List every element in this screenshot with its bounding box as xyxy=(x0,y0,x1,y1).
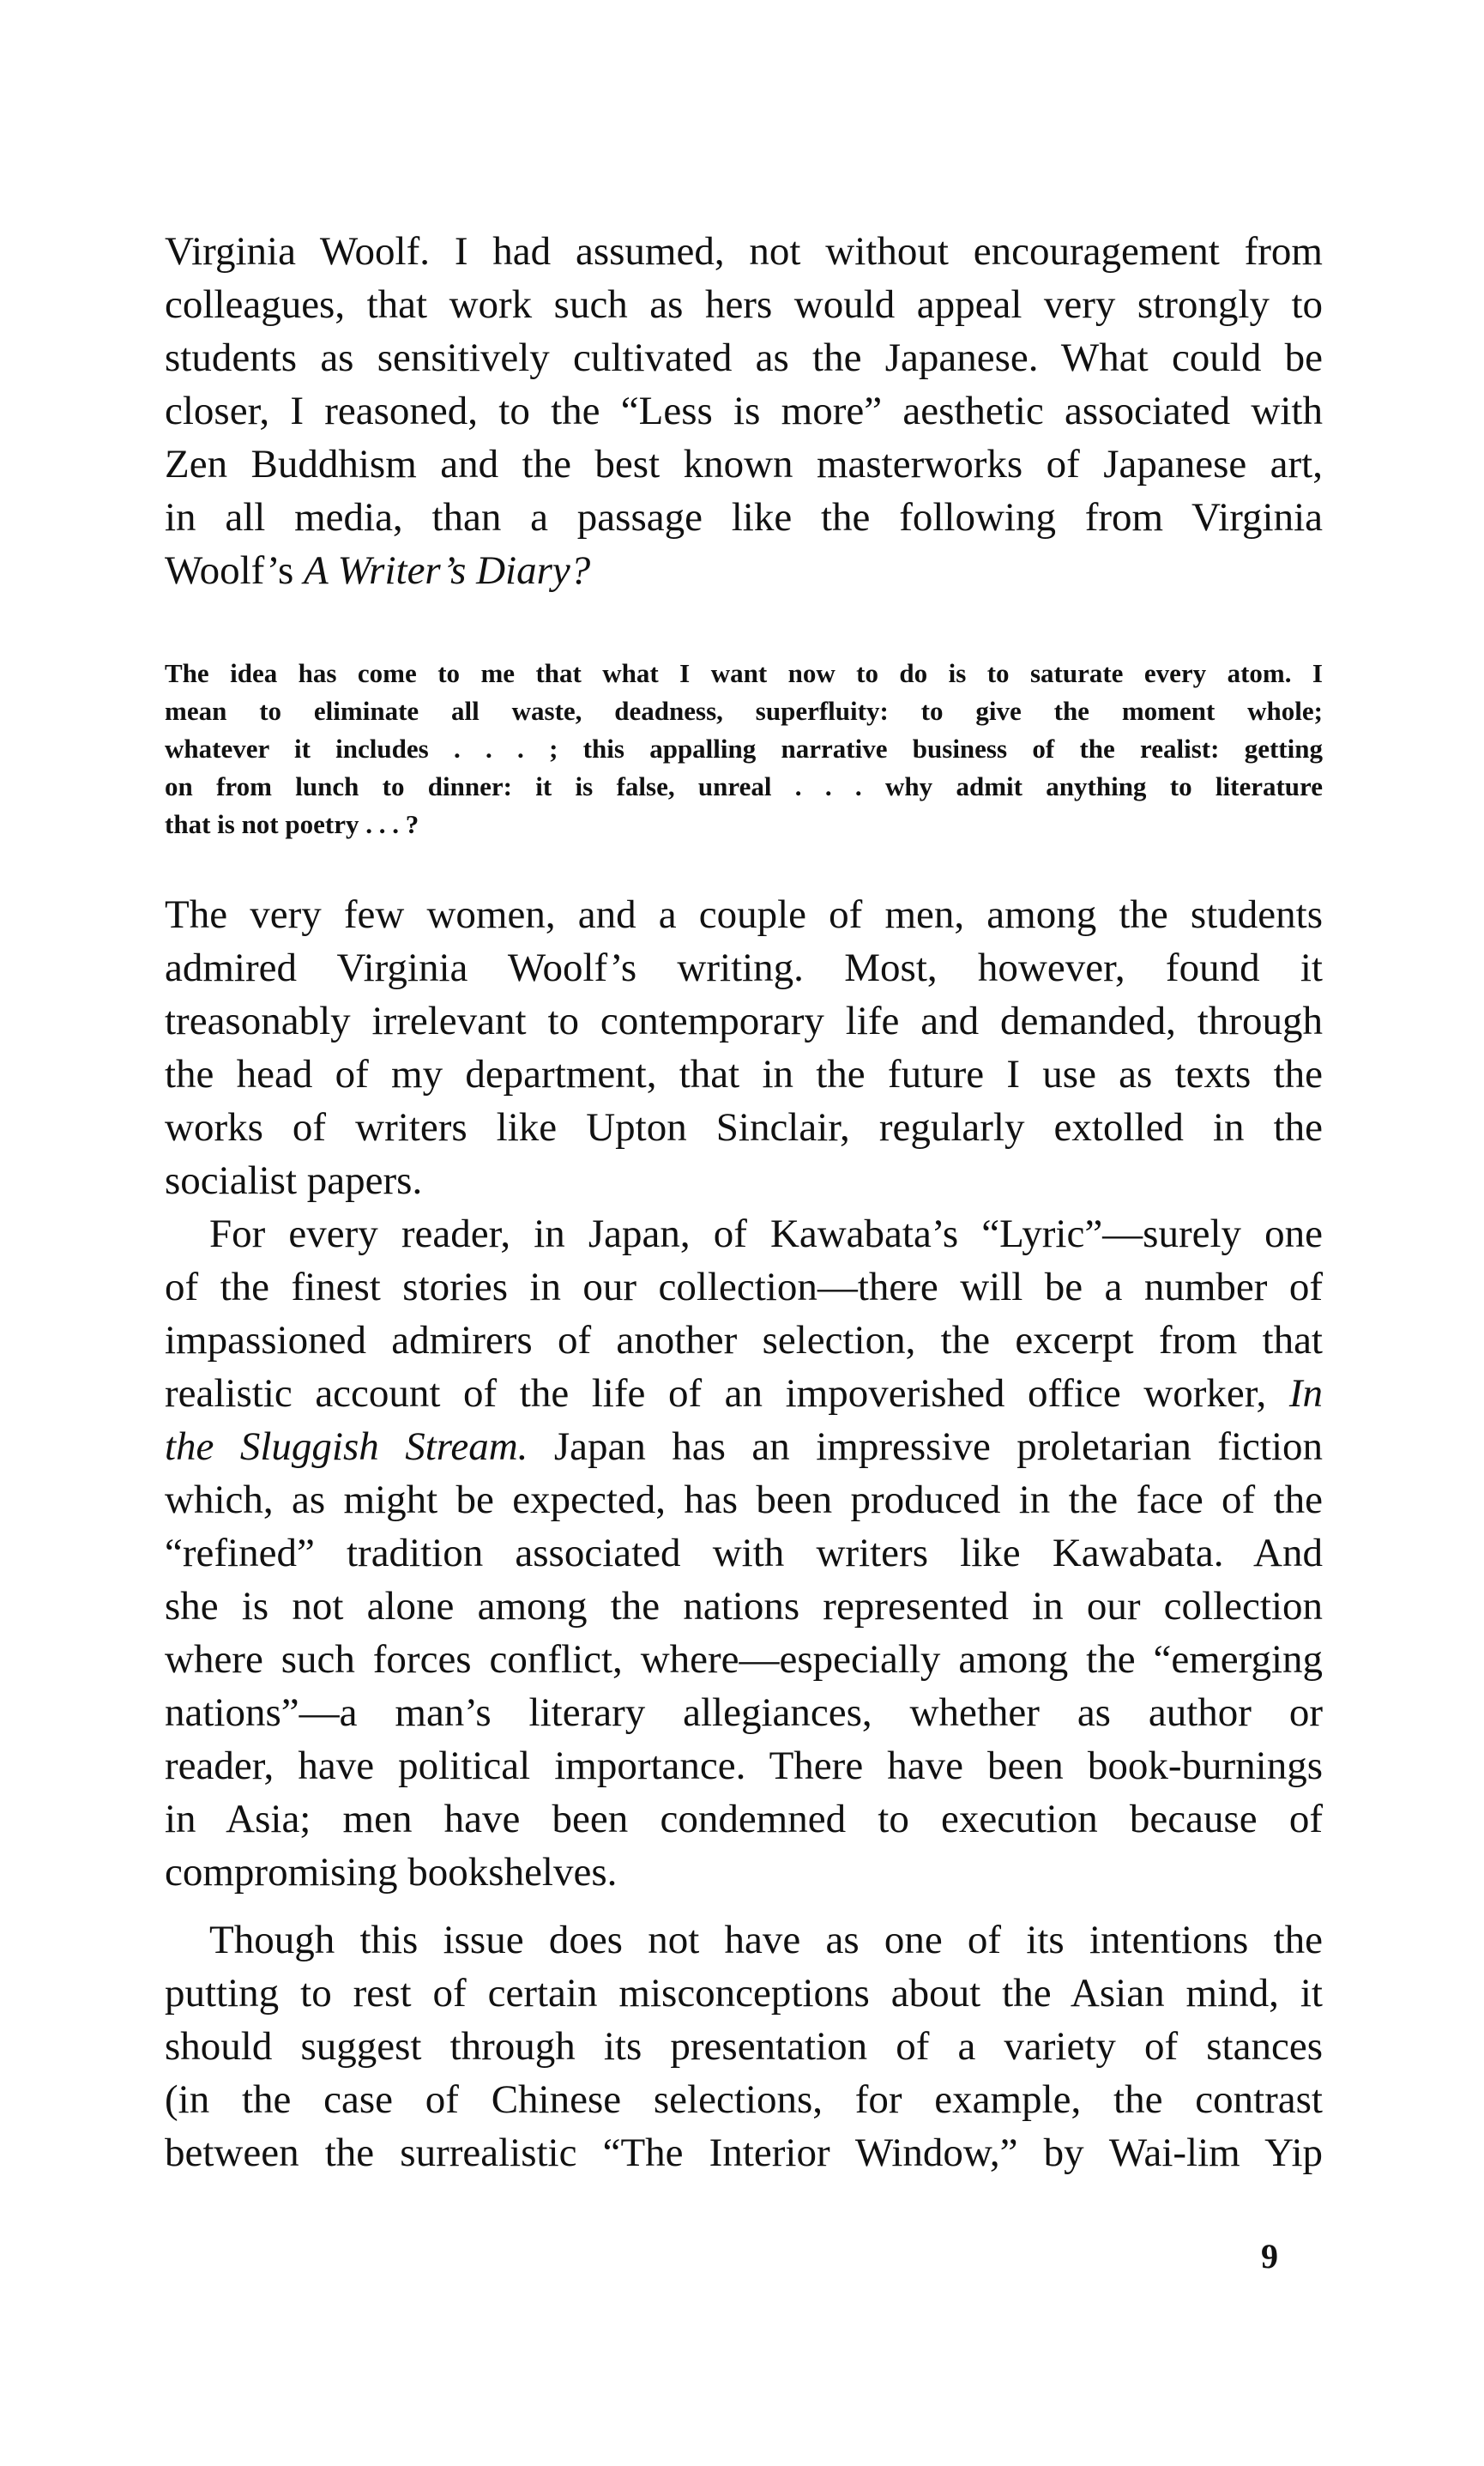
quote-line: whatever it includes . . . ; this appalling narrative business of the realist: getting xyxy=(165,734,1323,764)
body-line: which, as might be expected, has been produced in the face of the xyxy=(165,1478,1323,1522)
body-text: realistic account of the life of an impoverished office worker, xyxy=(165,1371,1289,1416)
body-line: impassioned admirers of another selection, the excerpt from that xyxy=(165,1318,1323,1363)
page-number: 9 xyxy=(1261,2237,1278,2276)
body-line: Virginia Woolf. I had assumed, not without encouragement from xyxy=(165,229,1323,274)
body-line: in Asia; men have been condemned to execution because of xyxy=(165,1797,1323,1841)
body-line: admired Virginia Woolf’s writing. Most, however, found it xyxy=(165,946,1323,990)
body-line: putting to rest of certain misconceptions about the Asian mind, it xyxy=(165,1971,1323,2016)
body-line xyxy=(165,547,1323,595)
body-line xyxy=(165,1369,1323,1417)
body-line: closer, I reasoned, to the “Less is more” aesthetic associated with xyxy=(165,389,1323,433)
body-text: Japan has an impressive proletarian fiction xyxy=(528,1424,1323,1469)
body-line: students as sensitively cultivated as the Japanese. What could be xyxy=(165,335,1323,380)
body-line: between the surrealistic “The Interior Window,” by Wai-lim Yip xyxy=(165,2131,1323,2175)
body-text: Woolf’s xyxy=(165,548,304,593)
story-title-part: the Sluggish Stream. xyxy=(165,1424,528,1469)
body-line: Though this issue does not have as one of its intentions the xyxy=(209,1918,1323,1962)
book-title: A Writer’s Diary? xyxy=(304,548,591,593)
quote-line: The idea has come to me that what I want now to do is to saturate every atom. I xyxy=(165,658,1323,688)
body-line: Zen Buddhism and the best known masterworks of Japanese art, xyxy=(165,442,1323,487)
body-line: works of writers like Upton Sinclair, regularly extolled in the xyxy=(165,1105,1323,1150)
quote-line: mean to eliminate all waste, deadness, superfluity: to give the moment whole; xyxy=(165,696,1323,726)
body-line: treasonably irrelevant to contemporary life and demanded, through xyxy=(165,999,1323,1043)
body-line: The very few women, and a couple of men, among the students xyxy=(165,892,1323,937)
body-line: (in the case of Chinese selections, for example, the contrast xyxy=(165,2077,1323,2122)
body-line: should suggest through its presentation of a variety of stances xyxy=(165,2024,1323,2069)
body-line: reader, have political importance. There have been book-burnings xyxy=(165,1744,1323,1788)
body-line: colleagues, that work such as hers would appeal very strongly to xyxy=(165,282,1323,327)
body-line: she is not alone among the nations represented in our collection xyxy=(165,1584,1323,1629)
body-line: the head of my department, that in the future I use as texts the xyxy=(165,1052,1323,1097)
body-line: where such forces conflict, where—especially among the “emerging xyxy=(165,1637,1323,1682)
quote-line: that is not poetry . . . ? xyxy=(165,809,419,839)
body-line: compromising bookshelves. xyxy=(165,1850,618,1895)
body-line: in all media, than a passage like the following from Virginia xyxy=(165,495,1323,540)
story-title-part: In xyxy=(1288,1371,1323,1416)
body-line: For every reader, in Japan, of Kawabata’s “Lyric”—surely one xyxy=(209,1212,1323,1256)
body-line: nations”—a man’s literary allegiances, whether as author or xyxy=(165,1690,1323,1735)
body-line: of the finest stories in our collection—there will be a number of xyxy=(165,1265,1323,1309)
quote-line: on from lunch to dinner: it is false, unreal . . . why admit anything to literature xyxy=(165,771,1323,801)
body-line: “refined” tradition associated with writers like Kawabata. And xyxy=(165,1531,1323,1575)
body-line xyxy=(165,1423,1323,1471)
body-line: socialist papers. xyxy=(165,1158,423,1203)
